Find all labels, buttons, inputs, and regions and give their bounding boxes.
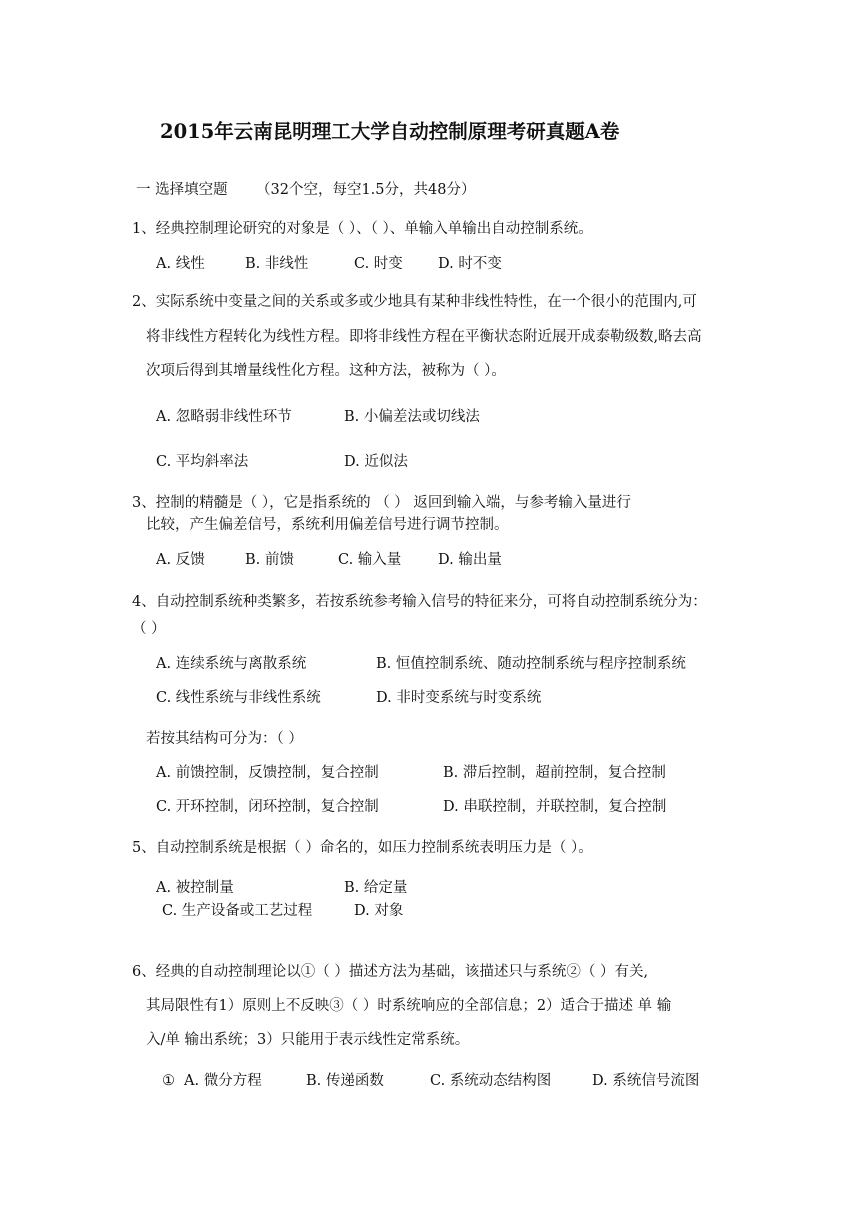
- question-2-line-3: 次项后得到其增量线性化方程。这种方法，被称为（ ）。: [146, 363, 506, 379]
- section-score-note: （32个空，每空1.5分，共48分）: [256, 182, 476, 198]
- question-6-option-b: B. 传递函数: [306, 1073, 384, 1089]
- question-3-option-a: A. 反馈: [156, 552, 205, 568]
- question-5-option-b: B. 给定量: [344, 880, 408, 896]
- question-4-option-b: B. 恒值控制系统、随动控制系统与程序控制系统: [376, 656, 686, 672]
- question-2-option-c: C. 平均斜率法: [156, 454, 249, 470]
- section-heading: 一 选择填空题: [136, 182, 228, 198]
- question-6-blank-marker: ①: [162, 1073, 175, 1089]
- question-3-option-d: D. 输出量: [438, 552, 502, 568]
- question-4-option-d: D. 非时变系统与时变系统: [376, 690, 542, 706]
- question-1-option-c: C. 时变: [354, 256, 403, 272]
- question-5-option-d: D. 对象: [354, 903, 404, 919]
- question-6-option-a: A. 微分方程: [184, 1073, 262, 1089]
- question-6-option-d: D. 系统信号流图: [592, 1073, 700, 1089]
- question-5-option-c: C. 生产设备或工艺过程: [162, 903, 313, 919]
- question-4-sub-option-c: C. 开环控制，闭环控制，复合控制: [156, 799, 379, 815]
- question-2-option-d: D. 近似法: [344, 454, 408, 470]
- question-1-option-a: A. 线性: [156, 256, 205, 272]
- question-4-sub-option-d: D. 串联控制，并联控制，复合控制: [443, 799, 667, 815]
- question-5-option-a: A. 被控制量: [156, 880, 234, 896]
- question-3-line-1: 3、控制的精髓是（ ），它是指系统的 （ ） 返回到输入端，与参考输入量进行: [132, 495, 631, 511]
- question-6-option-c: C. 系统动态结构图: [430, 1073, 552, 1089]
- question-3-line-2: 比较，产生偏差信号，系统利用偏差信号进行调节控制。: [146, 517, 509, 533]
- question-6-line-1: 6、经典的自动控制理论以①（ ）描述方法为基础，该描述只与系统②（ ）有关,: [132, 964, 649, 980]
- question-6-line-3: 入/单 输出系统；3）只能用于表示线性定常系统。: [146, 1032, 470, 1048]
- question-4-sub-option-b: B. 滞后控制，超前控制，复合控制: [443, 765, 666, 781]
- question-6-line-2: 其局限性有1）原则上不反映③（ ）时系统响应的全部信息；2）适合于描述 单 输: [146, 998, 672, 1014]
- question-2-line-1: 2、实际系统中变量之间的关系或多或少地具有某种非线性特性，在一个很小的范围内,可: [132, 294, 697, 310]
- question-5-stem: 5、自动控制系统是根据（ ）命名的，如压力控制系统表明压力是（ ）。: [132, 840, 593, 856]
- question-3-option-c: C. 输入量: [338, 552, 402, 568]
- question-3-option-b: B. 前馈: [245, 552, 294, 568]
- question-4-option-a: A. 连续系统与离散系统: [156, 656, 307, 672]
- question-2-option-a: A. 忽略弱非线性环节: [156, 409, 292, 425]
- question-4-sub-stem: 若按其结构可分为：（ ）: [146, 731, 303, 747]
- page-title: 2015年云南昆明理工大学自动控制原理考研真题A卷: [160, 120, 620, 143]
- question-4-line-1: 4、自动控制系统种类繁多，若按系统参考输入信号的特征来分，可将自动控制系统分为：: [132, 594, 707, 610]
- question-4-option-c: C. 线性系统与非线性系统: [156, 690, 321, 706]
- question-1-stem: 1、经典控制理论研究的对象是（ ）、（ ）、单输入单输出自动控制系统。: [132, 221, 593, 237]
- question-2-line-2: 将非线性方程转化为线性方程。即将非线性方程在平衡状态附近展开成泰勒级数,略去高: [146, 329, 702, 345]
- question-2-option-b: B. 小偏差法或切线法: [344, 409, 480, 425]
- question-4-sub-option-a: A. 前馈控制，反馈控制，复合控制: [156, 765, 379, 781]
- question-1-option-d: D. 时不变: [438, 256, 502, 272]
- question-1-option-b: B. 非线性: [245, 256, 309, 272]
- question-4-line-2: （ ）: [132, 621, 166, 637]
